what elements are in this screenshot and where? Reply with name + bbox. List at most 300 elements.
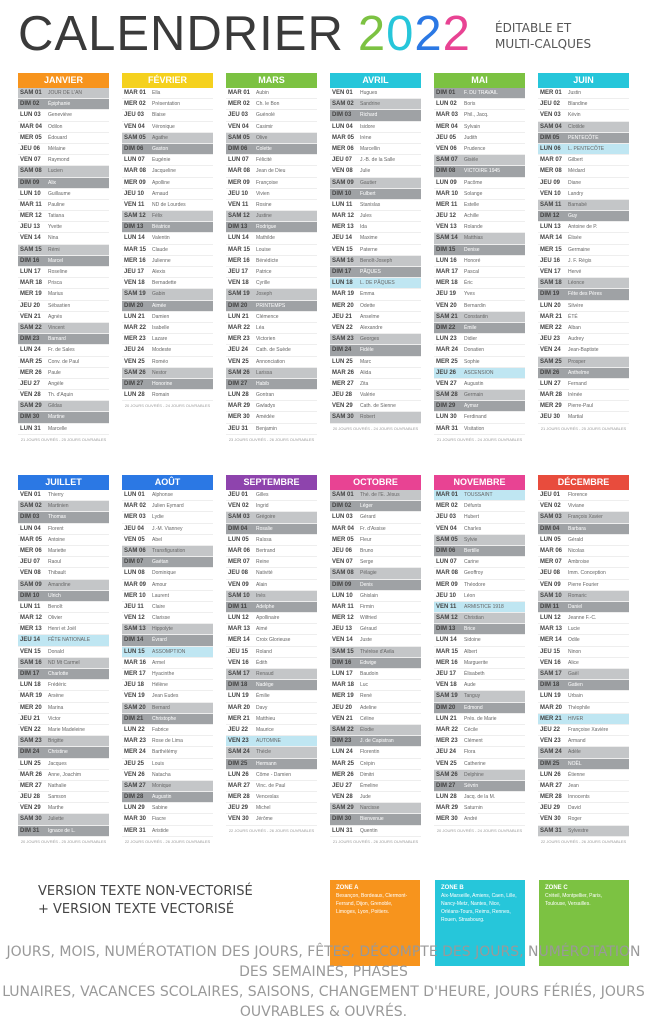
day-saint: René [360,693,372,700]
day-saint: Clément [464,738,483,745]
day-row [122,312,213,323]
month-header: AOÛT [122,475,213,490]
day-row [330,357,421,368]
day-number: DIM 20 [228,302,248,309]
day-row [330,591,421,602]
day-number: JEU 14 [332,235,353,242]
day-number: LUN 24 [332,749,353,756]
day-saint: Th. d'Aquin [48,392,74,399]
day-saint: Léon [464,592,476,599]
day-number: SAM 04 [540,123,562,130]
day-saint: Ignace de L. [48,827,76,834]
day-number: MAR 22 [228,324,251,331]
day-row [538,155,629,166]
day-saint: Marcel [48,257,64,264]
month-footer: 22 JOURS OUVRÉS - 26 JOURS OUVRABLES [540,838,627,844]
day-row [330,334,421,345]
day-saint: Laurent [152,592,169,599]
day-row [226,211,317,222]
day-row [538,703,629,714]
month-footer: 21 JOURS OUVRÉS - 26 JOURS OUVRABLES [332,838,419,844]
day-saint: Gilles [256,492,269,498]
day-row [122,568,213,579]
day-saint: PENTECÔTE [568,134,599,141]
day-row [18,770,109,781]
day-saint: Damien [152,313,170,320]
day-row [226,770,317,781]
day-row [226,714,317,725]
day-number: LUN 21 [228,313,249,320]
day-saint: Flora [464,749,476,756]
month-days [18,88,109,435]
day-number: JEU 03 [436,514,457,521]
month-days [538,88,629,424]
day-saint: Gwladys [256,403,276,410]
day-number: MER 30 [436,816,458,823]
day-number: MAR 22 [124,324,147,331]
day-saint: Anne, Joachim [48,771,82,778]
day-saint: J.-M. Vianney [152,525,183,532]
month-days [330,490,421,837]
day-saint: Marcellin [360,145,381,152]
day-row [330,781,421,792]
day-saint: Diane [568,179,582,186]
day-saint: Brigitte [48,738,64,745]
day-saint: Firmin [360,603,374,610]
day-row [18,345,109,356]
day-saint: Odile [568,637,580,644]
day-row [122,691,213,702]
day-saint: Alice [568,659,579,666]
day-number: MAR 18 [20,280,43,287]
day-row [226,334,317,345]
day-row [330,546,421,557]
day-row [226,725,317,736]
day-saint: Bruno [360,547,374,554]
day-saint: Donald [48,648,64,655]
month-3 [330,73,421,431]
day-row [122,368,213,379]
day-saint: Kévin [568,112,581,119]
day-saint: Claire [152,603,166,610]
day-row [226,580,317,591]
day-number: SAM 19 [436,693,458,700]
day-saint: Matthieu [256,715,276,722]
day-saint: Lucie [568,626,580,633]
day-number: MER 21 [228,715,250,722]
day-saint: Jules [360,213,372,220]
day-row [18,792,109,803]
day-number: SAM 29 [332,805,354,812]
day-row [538,602,629,613]
day-saint: Delphine [464,771,484,778]
day-number: VEN 11 [228,201,249,208]
day-number: JEU 06 [332,547,353,554]
day-saint: Benoît [48,603,63,610]
day-number: SAM 12 [228,213,250,220]
day-row [226,490,317,501]
day-number: VEN 05 [124,536,145,543]
day-row [434,591,525,602]
day-row [330,99,421,110]
day-number: MAR 26 [20,771,43,778]
day-row [434,301,525,312]
day-number: MER 16 [228,257,250,264]
day-saint: Saturnin [464,805,483,812]
day-saint: Sylvie [464,536,478,543]
day-number: MAR 29 [436,805,459,812]
day-number: VEN 17 [540,269,561,275]
day-row [434,88,525,99]
day-number: MAR 22 [436,726,459,733]
day-saint: Mélaine [48,145,66,152]
day-number: SAM 17 [540,671,562,677]
day-number: MAR 25 [20,358,43,365]
day-number: VEN 21 [332,715,353,722]
day-row [538,591,629,602]
day-number: LUN 21 [436,715,457,722]
day-row [226,345,317,356]
day-number: MER 26 [332,771,354,778]
day-saint: Irénée [568,392,583,399]
day-row [226,703,317,714]
day-row [226,368,317,379]
day-row [226,301,317,312]
day-saint: Nestor [152,369,167,376]
day-row [226,256,317,267]
day-number: MER 02 [124,101,146,108]
day-number: JEU 08 [540,570,561,577]
day-saint: Apolline [152,179,170,186]
day-number: MAR 12 [20,615,43,622]
day-row [18,490,109,501]
day-number: VEN 29 [20,805,41,812]
day-row [434,759,525,770]
day-number: MAR 31 [436,425,459,432]
day-number: SAM 01 [332,492,354,498]
day-saint: Colette [256,145,272,152]
month-days [226,88,317,435]
day-number: JEU 09 [540,179,561,186]
day-number: VEN 02 [540,503,561,510]
day-row [122,110,213,121]
day-row [434,680,525,691]
day-saint: Tatiana [48,213,65,220]
day-saint: Landry [568,190,584,197]
day-number: LUN 10 [332,592,353,599]
day-number: JEU 18 [124,682,145,689]
day-row [122,155,213,166]
day-number: JEU 01 [228,492,249,498]
day-number: JEU 07 [332,157,353,164]
day-saint: Renaud [256,671,274,677]
day-row [434,189,525,200]
day-row [330,390,421,401]
day-row [122,714,213,725]
day-row [18,412,109,423]
day-number: SAM 12 [124,213,146,220]
day-number: LUN 03 [20,112,41,119]
day-saint: Nadège [256,682,274,689]
day-saint: Ulrich [48,592,61,599]
day-saint: Honoré [464,257,481,264]
day-saint: Cyrille [256,280,270,287]
month-footer: 21 JOURS OUVRÉS - 25 JOURS OUVRABLES [540,425,627,431]
day-row [330,647,421,658]
page-title [18,7,471,61]
month-footer: 21 JOURS OUVRÉS - 25 JOURS OUVRABLES [20,436,107,442]
day-row [330,624,421,635]
day-saint: Jacqueline [152,168,176,175]
day-row [226,613,317,624]
day-saint: Angèle [48,380,64,387]
day-row [122,591,213,602]
day-row [538,524,629,535]
day-number: MER 12 [20,213,42,220]
day-row [18,424,109,435]
day-number: MER 09 [436,581,458,588]
day-row [18,814,109,825]
day-number: DIM 06 [124,145,144,152]
day-row [434,647,525,658]
day-row [538,826,629,837]
day-saint: Bernardin [464,302,486,309]
day-number: VEN 16 [540,659,561,666]
day-saint: Gérard [360,514,376,521]
day-number: MAR 05 [20,536,43,543]
day-number: LUN 17 [332,671,353,677]
day-saint: Carine [464,559,479,566]
day-saint: Lucien [48,168,63,175]
day-saint: Denis [360,581,373,588]
day-number: DIM 21 [124,715,144,722]
day-number: VEN 23 [228,738,249,745]
day-row [330,512,421,523]
day-number: LUN 29 [124,805,145,812]
day-row [538,669,629,680]
day-saint: Bénédicte [256,257,279,264]
day-row [330,88,421,99]
day-saint: Thècle [256,749,272,756]
day-row [18,557,109,568]
day-saint: ARMISTICE 1918 [464,603,504,610]
day-number: MAR 15 [228,246,251,253]
day-saint: Élisabeth [464,671,485,677]
day-row [18,289,109,300]
day-row [226,312,317,323]
day-saint: Edmond [464,704,483,711]
day-number: LUN 23 [436,336,457,343]
day-number: LUN 14 [228,235,249,242]
day-row [18,501,109,512]
day-row [330,267,421,278]
day-row [122,781,213,792]
day-number: JEU 04 [124,525,145,532]
day-number: MER 31 [124,827,146,834]
day-saint: Eugénie [152,157,171,164]
day-number: LUN 04 [20,525,41,532]
day-number: DIM 17 [20,671,40,677]
day-row [434,312,525,323]
day-row [330,803,421,814]
day-row [18,535,109,546]
day-saint: Raymond [48,157,70,164]
day-saint: AUTOMNE [256,738,281,745]
day-number: SAM 22 [20,324,42,331]
day-saint: Louis [152,760,164,767]
day-row [226,568,317,579]
day-row [122,624,213,635]
day-row [18,122,109,133]
day-saint: Estelle [464,201,480,208]
day-saint: J.-B. de la Salle [360,157,396,164]
day-row [538,792,629,803]
day-saint: Anselme [360,313,380,320]
day-number: MER 02 [436,503,458,510]
day-number: DIM 07 [124,559,144,566]
day-row [434,658,525,669]
title-year-digit: 2 [357,7,387,61]
day-saint: Rose de Lima [152,738,183,745]
day-row [18,301,109,312]
subtitle-line-1: ÉDITABLE ET [495,21,572,35]
day-saint: Isidore [360,123,376,130]
day-saint: Sandrine [360,101,381,108]
day-saint: Geoffroy [464,570,484,577]
day-number: LUN 07 [436,559,457,566]
day-number: MAR 12 [332,213,355,220]
day-number: LUN 05 [228,536,249,543]
day-row [330,680,421,691]
day-saint: Patrice [256,269,272,275]
day-row [18,512,109,523]
day-number: DIM 06 [228,145,248,152]
day-row [226,792,317,803]
day-number: LUN 21 [124,313,145,320]
day-number: MER 16 [436,659,458,666]
day-saint: Hyacinthe [152,671,175,677]
day-saint: Catherine [464,760,486,767]
day-saint: Benoît-Joseph [360,257,393,264]
day-saint: Prosper [568,358,586,365]
features-line-1: JOURS, MOIS, NUMÉROTATION DES JOURS, FÊTES, DÉCOMPTE DES JOURS, NUMÉROTATION DES SEMAINES, PHASES [6,944,641,980]
day-row [434,390,525,401]
day-row [226,635,317,646]
day-saint: Guillaume [48,190,71,197]
day-number: JEU 22 [228,726,249,733]
month-header: FÉVRIER [122,73,213,88]
day-number: SAM 18 [540,280,562,287]
day-row [434,424,525,435]
day-number: DIM 09 [20,179,40,186]
day-saint: Thomas [48,514,67,521]
month-header: MAI [434,73,525,88]
day-row [122,345,213,356]
day-saint: Raoul [48,559,62,566]
day-saint: Constantin [464,313,488,320]
day-saint: PRINTEMPS [256,302,286,309]
day-number: JEU 05 [436,134,457,141]
day-row [538,747,629,758]
day-number: JEU 30 [540,414,561,421]
day-number: MER 08 [540,168,562,175]
day-row [226,110,317,121]
day-saint: Armand [568,738,586,745]
day-number: LUN 09 [436,179,457,186]
day-saint: Romaric [568,592,587,599]
day-saint: Bertille [464,547,480,554]
day-number: DIM 18 [540,682,560,689]
month-header: SEPTEMBRE [226,475,317,490]
day-saint: Aude [464,682,476,689]
day-saint: L. DE PÂQUES [360,280,395,287]
day-row [226,379,317,390]
day-row [226,323,317,334]
day-row [226,624,317,635]
day-row [330,200,421,211]
day-row [18,323,109,334]
day-row [226,88,317,99]
day-number: VEN 07 [332,559,353,566]
day-saint: Jacques [48,760,67,767]
day-number: SAM 25 [540,358,562,365]
day-saint: Irène [360,134,372,141]
day-number: MER 20 [332,302,354,309]
day-number: LUN 18 [20,682,41,689]
month-footer: 20 JOURS OUVRÉS - 24 JOURS OUVRABLES [124,403,211,409]
day-number: VEN 14 [20,235,41,242]
day-number: DIM 25 [540,760,560,767]
title-year-digit: 2 [442,7,471,61]
day-row [226,289,317,300]
day-row [226,166,317,177]
day-saint: Narcisse [360,805,380,812]
day-row [330,133,421,144]
day-saint: Christian [464,615,484,622]
day-row [122,613,213,624]
title-year-digit: 2 [414,7,443,61]
day-row [330,490,421,501]
day-saint: Dominique [152,570,176,577]
day-row [538,401,629,412]
day-saint: Alphonse [152,492,173,498]
day-row [330,110,421,121]
day-saint: Reine [256,559,270,566]
day-number: MER 23 [124,336,146,343]
day-row [18,222,109,233]
day-number: LUN 31 [20,425,41,432]
day-number: LUN 26 [540,771,561,778]
day-saint: Gaël [568,671,579,677]
day-number: MAR 14 [540,235,563,242]
day-number: DIM 28 [124,794,144,801]
day-row [18,624,109,635]
day-saint: Nicolas [568,547,585,554]
day-number: VEN 21 [20,313,41,320]
day-saint: David [568,805,581,812]
day-saint: Marie Madeleine [48,726,85,733]
day-saint: Amour [152,581,167,588]
day-number: SAM 26 [124,369,146,376]
day-saint: Alix [48,179,57,186]
day-saint: Aymar [464,403,479,410]
day-number: DIM 19 [540,291,560,298]
day-saint: Cath. de Sienne [360,403,396,410]
day-saint: Blandine [568,101,588,108]
day-saint: Juliette [48,816,64,823]
day-number: JEU 19 [436,291,457,298]
day-row [18,368,109,379]
